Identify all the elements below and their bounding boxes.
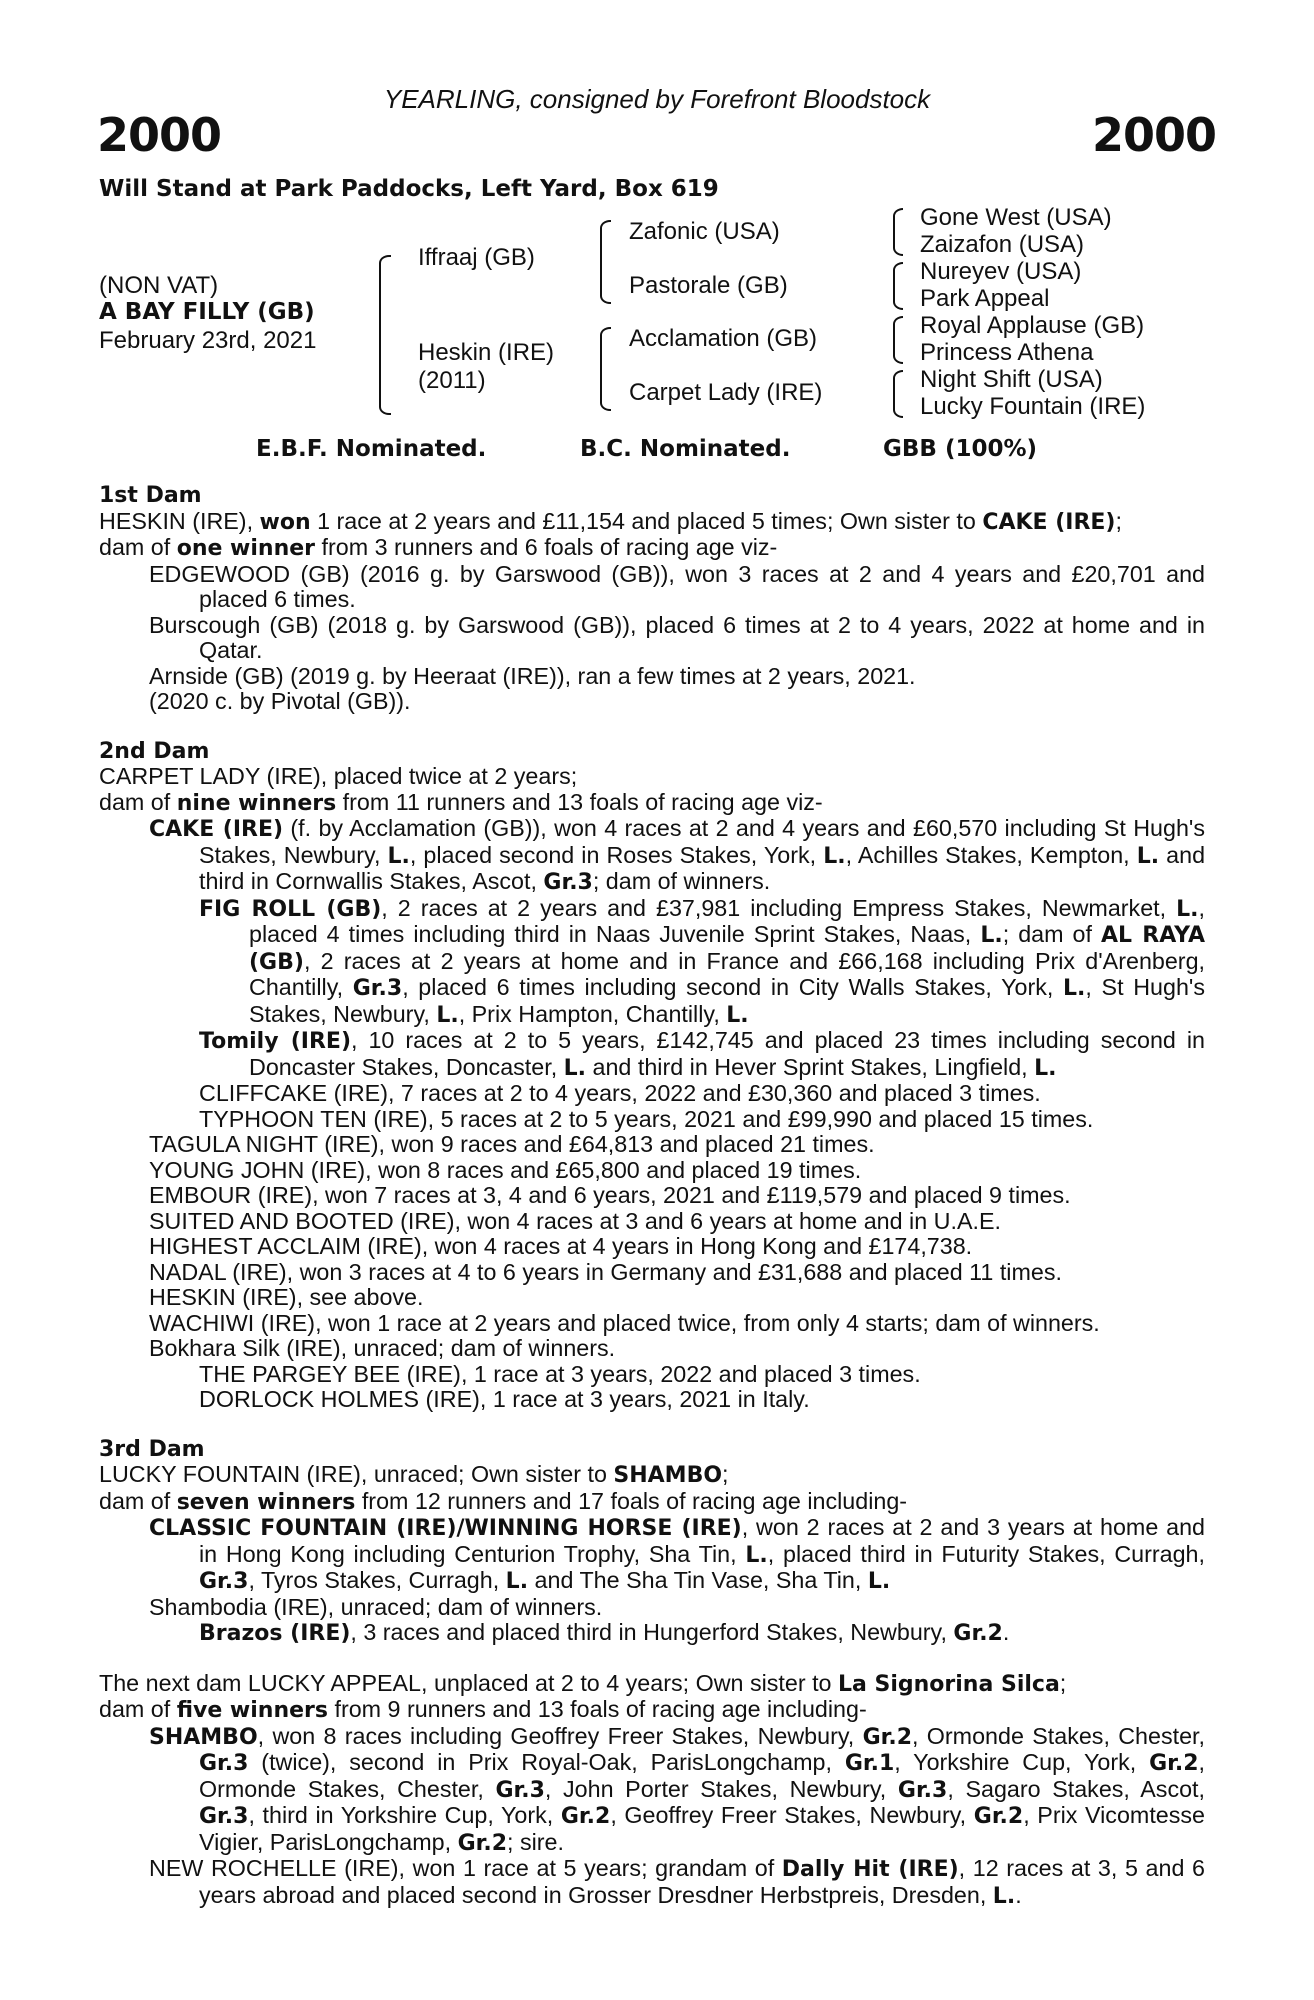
- record-paragraph: [99, 535, 1205, 562]
- text-run: , won 2 races at 2 and 3 years at home and in Hong Kong including Centurion Trophy, Sha Tin,: [199, 1514, 1205, 1567]
- text-run: , Yorkshire Cup, York,: [894, 1749, 1150, 1775]
- italic-text: EDGEWOOD (GB): [149, 560, 350, 587]
- grandparent-4: Park Appeal: [920, 285, 1050, 312]
- bold-text: L.: [1034, 1055, 1057, 1081]
- record-paragraph: [149, 1336, 1205, 1362]
- record-paragraph: [99, 1671, 1205, 1698]
- bold-text: Gr.2: [1149, 1751, 1199, 1776]
- g-brace-2: [893, 262, 903, 310]
- record-paragraph: [149, 613, 1205, 664]
- grandparent-7: Night Shift (USA): [920, 366, 1103, 393]
- sire-dam: Pastorale (GB): [629, 272, 788, 299]
- text-run: dam of: [99, 788, 177, 815]
- text-run: .: [1015, 1881, 1022, 1908]
- text-run: , won 1 race at 2 years and placed twice, from only 4 starts; dam of winners.: [315, 1309, 1100, 1336]
- italic-text: DORLOCK HOLMES (IRE): [199, 1386, 480, 1412]
- record-paragraph: [99, 1489, 1205, 1516]
- bold-text: Gr.1: [844, 1751, 895, 1776]
- bold-text: SHAMBO: [149, 1724, 258, 1750]
- italic-text: THE PARGEY BEE (IRE): [199, 1360, 461, 1387]
- text-run: , 10 races at 2 to 5 years, £142,745 and placed 23 times including second in Doncaster Stakes, Doncaster,: [249, 1027, 1205, 1080]
- text-run: , placed third in Futurity Stakes, Curragh,: [767, 1540, 1205, 1567]
- bold-text: won: [259, 509, 311, 535]
- bold-text: L.: [823, 843, 846, 869]
- record-paragraph: [149, 1311, 1205, 1337]
- bold-text: L.: [563, 1055, 587, 1081]
- bold-text: Gr.2: [973, 1804, 1024, 1829]
- bold-text: Gr.2: [560, 1804, 611, 1829]
- text-run: dam of: [99, 1487, 177, 1514]
- text-run: from 12 runners and 17 foals of racing age including-: [355, 1487, 908, 1514]
- text-run: , won 3 races at 4 to 6 years in Germany and £31,688 and placed 11 times.: [286, 1258, 1062, 1285]
- record-paragraph: [149, 562, 1205, 613]
- bold-text: Gr.3: [897, 1777, 948, 1803]
- record-paragraph: [199, 1362, 1205, 1388]
- text-run: , 5 races at 2 to 5 years, 2021 and £99,990 and placed 15 times.: [427, 1105, 1094, 1132]
- bold-text: L.: [745, 1542, 768, 1568]
- bold-text: Gr.3: [543, 870, 593, 895]
- bold-text: Gr.3: [352, 976, 403, 1001]
- grandparent-2: Zaizafon (USA): [920, 231, 1085, 258]
- bold-text: Brazos (IRE): [199, 1621, 351, 1646]
- dam-brace: [600, 327, 611, 411]
- text-run: , Ormonde Stakes, Chester,: [912, 1722, 1205, 1749]
- text-run: , placed 6 times including second in City Walls Stakes, York,: [402, 974, 1064, 1000]
- section-heading: 1st Dam: [99, 483, 202, 508]
- text-run: , 12 races at 3, 5 and 6 years abroad and placed second in Grosser Dresdner Herbstpreis, Dresden,: [199, 1855, 1205, 1908]
- text-run: , 2 races at 2 years at home and in France and £66,168 including Prix d'Arenberg, Chantilly,: [249, 947, 1205, 1000]
- record-paragraph: [149, 664, 1205, 690]
- text-run: , 1 race at 3 years, 2021 in Italy.: [479, 1386, 810, 1412]
- sire-dam-brace: [379, 255, 391, 415]
- record-paragraph: [99, 764, 1205, 790]
- text-run: , John Porter Stakes, Newbury,: [544, 1775, 898, 1802]
- record-paragraph: [149, 1132, 1205, 1158]
- grandparent-1: Gone West (USA): [920, 204, 1112, 231]
- bold-text: Gr.3: [199, 1804, 249, 1829]
- bold-text: L.: [992, 1883, 1016, 1909]
- record-paragraph: [149, 1183, 1205, 1209]
- text-run: , Geoffrey Freer Stakes, Newbury,: [610, 1802, 974, 1828]
- italic-text: NADAL (IRE): [149, 1258, 287, 1285]
- record-paragraph: [199, 1107, 1205, 1133]
- text-run: , Tyros Stakes, Curragh,: [248, 1567, 506, 1593]
- bold-text: one winner: [176, 536, 316, 561]
- grandparent-3: Nureyev (USA): [920, 258, 1082, 285]
- bold-text: Gr.2: [953, 1621, 1003, 1646]
- text-run: , Achilles Stakes, Kempton,: [845, 841, 1137, 868]
- bold-text: L.: [387, 843, 410, 869]
- text-run: (twice), second in Prix Royal-Oak, ParisLongchamp,: [248, 1749, 845, 1775]
- bold-text: L.: [1063, 976, 1086, 1001]
- text-run: , won 7 races at 3, 4 and 6 years, 2021 and £119,579 and placed 9 times.: [312, 1182, 1071, 1208]
- text-run: dam of: [99, 534, 177, 560]
- dam-records: [99, 483, 1205, 1909]
- g-brace-3: [893, 316, 903, 364]
- stand-location: Will Stand at Park Paddocks, Left Yard, Box 619: [99, 176, 719, 202]
- record-paragraph: [149, 689, 1205, 715]
- text-run: , 3 races and placed third in Hungerford Stakes, Newbury,: [350, 1619, 954, 1645]
- bold-text: La Signorina Silca: [837, 1671, 1060, 1697]
- text-run: , placed second in Roses Stakes, York,: [409, 841, 824, 868]
- text-run: , won 1 race at 5 years; grandam of: [398, 1855, 782, 1881]
- record-paragraph: [149, 1209, 1205, 1235]
- text-run: (2016 g. by Garswood (GB)), won 3 races at 2 and 4 years and £20,701 and placed 6 times.: [199, 560, 1205, 612]
- lot-number-right: 2000: [1091, 108, 1216, 162]
- record-paragraph: [149, 1595, 1205, 1621]
- grandparent-6: Princess Athena: [920, 339, 1094, 366]
- lot-number-left: 2000: [97, 108, 222, 162]
- bold-text: AL RAYA (GB): [249, 923, 1206, 975]
- italic-text: SUITED AND BOOTED (IRE): [149, 1207, 455, 1234]
- g-brace-1: [893, 208, 903, 256]
- record-paragraph: [199, 896, 1205, 1029]
- italic-text: TAGULA NIGHT (IRE): [149, 1131, 379, 1157]
- grandparent-5: Royal Applause (GB): [920, 312, 1145, 339]
- text-run: from 11 runners and 13 foals of racing age viz-: [336, 788, 823, 815]
- text-run: Bokhara Silk (IRE), unraced; dam of winners.: [149, 1335, 616, 1361]
- horse-name: A BAY FILLY (GB): [99, 299, 315, 325]
- bold-text: Gr.3: [199, 1751, 249, 1776]
- text-run: ;: [1059, 1669, 1067, 1696]
- text-run: , third in Yorkshire Cup, York,: [248, 1802, 561, 1828]
- text-run: from 9 runners and 13 foals of racing age including-: [328, 1696, 867, 1722]
- section-heading: 2nd Dam: [99, 738, 210, 764]
- record-paragraph: [149, 1260, 1205, 1286]
- sire-sire: Zafonic (USA): [629, 218, 780, 245]
- text-run: and The Sha Tin Vase, Sha Tin,: [528, 1567, 868, 1593]
- italic-text: EMBOUR (IRE): [149, 1182, 313, 1208]
- bold-text: CAKE (IRE): [149, 817, 284, 842]
- italic-text: HESKIN (IRE): [149, 1284, 297, 1310]
- bold-text: L.: [726, 1002, 749, 1028]
- bold-text: Gr.2: [862, 1724, 912, 1750]
- sire-brace: [600, 220, 611, 304]
- italic-text: YOUNG JOHN (IRE): [149, 1156, 366, 1183]
- bold-text: L.: [980, 923, 1003, 948]
- vat-status: (NON VAT): [99, 272, 219, 299]
- text-run: , won 8 races including Geoffrey Freer Stakes, Newbury,: [257, 1722, 863, 1749]
- text-run: , 7 races at 2 to 4 years, 2022 and £30,360 and placed 3 times.: [387, 1080, 1041, 1106]
- text-run: , placed 4 times including third in Naas Juvenile Sprint Stakes, Naas,: [249, 894, 1205, 947]
- text-run: (f. by Acclamation (GB)), won 4 races at 2 and 4 years and £60,570 including St Hugh's Stakes, Newbury,: [199, 815, 1206, 868]
- dam-dam: Carpet Lady (IRE): [629, 379, 823, 406]
- text-run: ;: [1115, 507, 1122, 534]
- record-paragraph: [199, 1028, 1205, 1081]
- record-paragraph: [149, 816, 1205, 896]
- bold-text: seven winners: [176, 1489, 356, 1515]
- text-run: ;: [722, 1461, 729, 1487]
- text-run: , Prix Hampton, Chantilly,: [458, 1000, 727, 1027]
- sire: Iffraaj (GB): [418, 244, 535, 271]
- italic-text: TYPHOON TEN (IRE): [199, 1105, 428, 1132]
- text-run: , won 4 races at 4 years in Hong Kong and £174,738.: [421, 1233, 973, 1259]
- text-run: , see above.: [296, 1284, 424, 1310]
- bold-text: L.: [1136, 843, 1160, 869]
- grandparent-8: Lucky Fountain (IRE): [920, 393, 1146, 420]
- text-run: , won 9 races and £64,813 and placed 21 times.: [378, 1131, 875, 1157]
- text-run: ; dam of winners.: [592, 868, 771, 894]
- text-run: .: [1002, 1619, 1010, 1645]
- text-run: (2020 c. by Pivotal (GB)).: [149, 688, 411, 714]
- bold-text: Tomily (IRE): [199, 1029, 351, 1054]
- bold-text: L.: [505, 1569, 529, 1594]
- bold-text: CLASSIC FOUNTAIN (IRE)/WINNING HORSE (IRE): [149, 1516, 742, 1541]
- text-run: 1 race at 2 years and £11,154 and placed 5 times; Own sister to: [310, 507, 983, 534]
- text-run: from 3 runners and 6 foals of racing age viz-: [315, 534, 778, 560]
- record-paragraph: [149, 1234, 1205, 1260]
- text-run: ,: [246, 507, 260, 534]
- bold-text: CAKE (IRE): [982, 509, 1116, 535]
- ebf-nomination: E.B.F. Nominated.: [256, 436, 487, 462]
- text-run: Arnside (GB) (2019 g. by Heeraat (IRE)), ran a few times at 2 years, 2021.: [149, 662, 916, 689]
- dam-year: (2011): [418, 367, 486, 394]
- gbb-status: GBB (100%): [883, 436, 1038, 462]
- text-run: , won 4 races at 3 and 6 years at home and in U.A.E.: [454, 1207, 1001, 1234]
- record-paragraph: [99, 1697, 1205, 1724]
- text-run: , 1 race at 3 years, 2022 and placed 3 times.: [460, 1360, 921, 1387]
- consignment-line: YEARLING, consigned by Forefront Bloodstock: [383, 84, 931, 114]
- section-heading: 3rd Dam: [99, 1436, 205, 1462]
- foaling-date: February 23rd, 2021: [99, 327, 317, 354]
- text-run: , St Hugh's Stakes, Newbury,: [249, 974, 1205, 1027]
- record-paragraph: [149, 1515, 1205, 1595]
- dam: Heskin (IRE): [418, 339, 555, 366]
- text-run: ; dam of: [1002, 921, 1102, 947]
- text-run: , won 8 races and £65,800 and placed 19 times.: [365, 1156, 862, 1183]
- text-run: , 2 races at 2 years and £37,981 including Empress Stakes, Newmarket,: [381, 894, 1177, 921]
- italic-text: CLIFFCAKE (IRE): [199, 1080, 388, 1106]
- bold-text: Gr.3: [199, 1569, 249, 1594]
- record-paragraph: [99, 790, 1205, 817]
- text-run: CARPET LADY (IRE), placed twice at 2 years;: [99, 763, 578, 789]
- bc-nomination: B.C. Nominated.: [580, 436, 791, 462]
- text-run: Shambodia (IRE), unraced; dam of winners.: [149, 1593, 603, 1620]
- section-spacer: [99, 1647, 1205, 1671]
- bold-text: Gr.2: [457, 1830, 508, 1856]
- text-run: The next dam LUCKY APPEAL, unplaced at 2 to 4 years; Own sister to: [99, 1669, 838, 1696]
- section-spacer: [99, 715, 1205, 739]
- bold-text: five winners: [176, 1698, 328, 1723]
- record-paragraph: [99, 1462, 1205, 1489]
- text-run: , Prix Vicomtesse Vigier, ParisLongchamp,: [199, 1802, 1205, 1855]
- italic-text: HIGHEST ACCLAIM (IRE): [149, 1233, 422, 1259]
- text-run: LUCKY FOUNTAIN (IRE), unraced; Own sister to: [99, 1461, 614, 1487]
- record-paragraph: [149, 1724, 1205, 1857]
- text-run: and third in Cornwallis Stakes, Ascot,: [199, 841, 1206, 894]
- bold-text: SHAMBO: [613, 1463, 723, 1488]
- bold-text: FIG ROLL (GB): [199, 896, 382, 922]
- text-run: , Sagaro Stakes, Ascot,: [947, 1775, 1205, 1802]
- text-run: Burscough (GB) (2018 g. by Garswood (GB)), placed 6 times at 2 to 4 years, 2022 at home and in Qatar.: [149, 611, 1205, 663]
- record-paragraph: [99, 509, 1205, 536]
- text-run: dam of: [99, 1696, 177, 1722]
- record-paragraph: [199, 1620, 1205, 1647]
- record-paragraph: [149, 1856, 1205, 1909]
- bold-text: L.: [436, 1002, 459, 1028]
- bold-text: Dally Hit (IRE): [781, 1857, 959, 1882]
- g-brace-4: [893, 370, 903, 418]
- record-paragraph: [149, 1158, 1205, 1184]
- record-paragraph: [149, 1285, 1205, 1311]
- italic-text: HESKIN (IRE): [99, 507, 247, 534]
- text-run: ; sire.: [507, 1828, 564, 1855]
- bold-text: nine winners: [176, 790, 337, 816]
- bold-text: L.: [867, 1569, 891, 1594]
- text-run: and third in Hever Sprint Stakes, Lingfield,: [586, 1053, 1035, 1080]
- bold-text: L.: [1176, 896, 1199, 922]
- bold-text: Gr.3: [495, 1777, 545, 1803]
- record-paragraph: [199, 1387, 1205, 1413]
- section-spacer: [99, 1413, 1205, 1437]
- italic-text: NEW ROCHELLE (IRE): [149, 1855, 399, 1881]
- italic-text: WACHIWI (IRE): [149, 1309, 316, 1336]
- dam-sire: Acclamation (GB): [629, 325, 818, 352]
- record-paragraph: [199, 1081, 1205, 1107]
- text-run: , Ormonde Stakes, Chester,: [199, 1749, 1205, 1802]
